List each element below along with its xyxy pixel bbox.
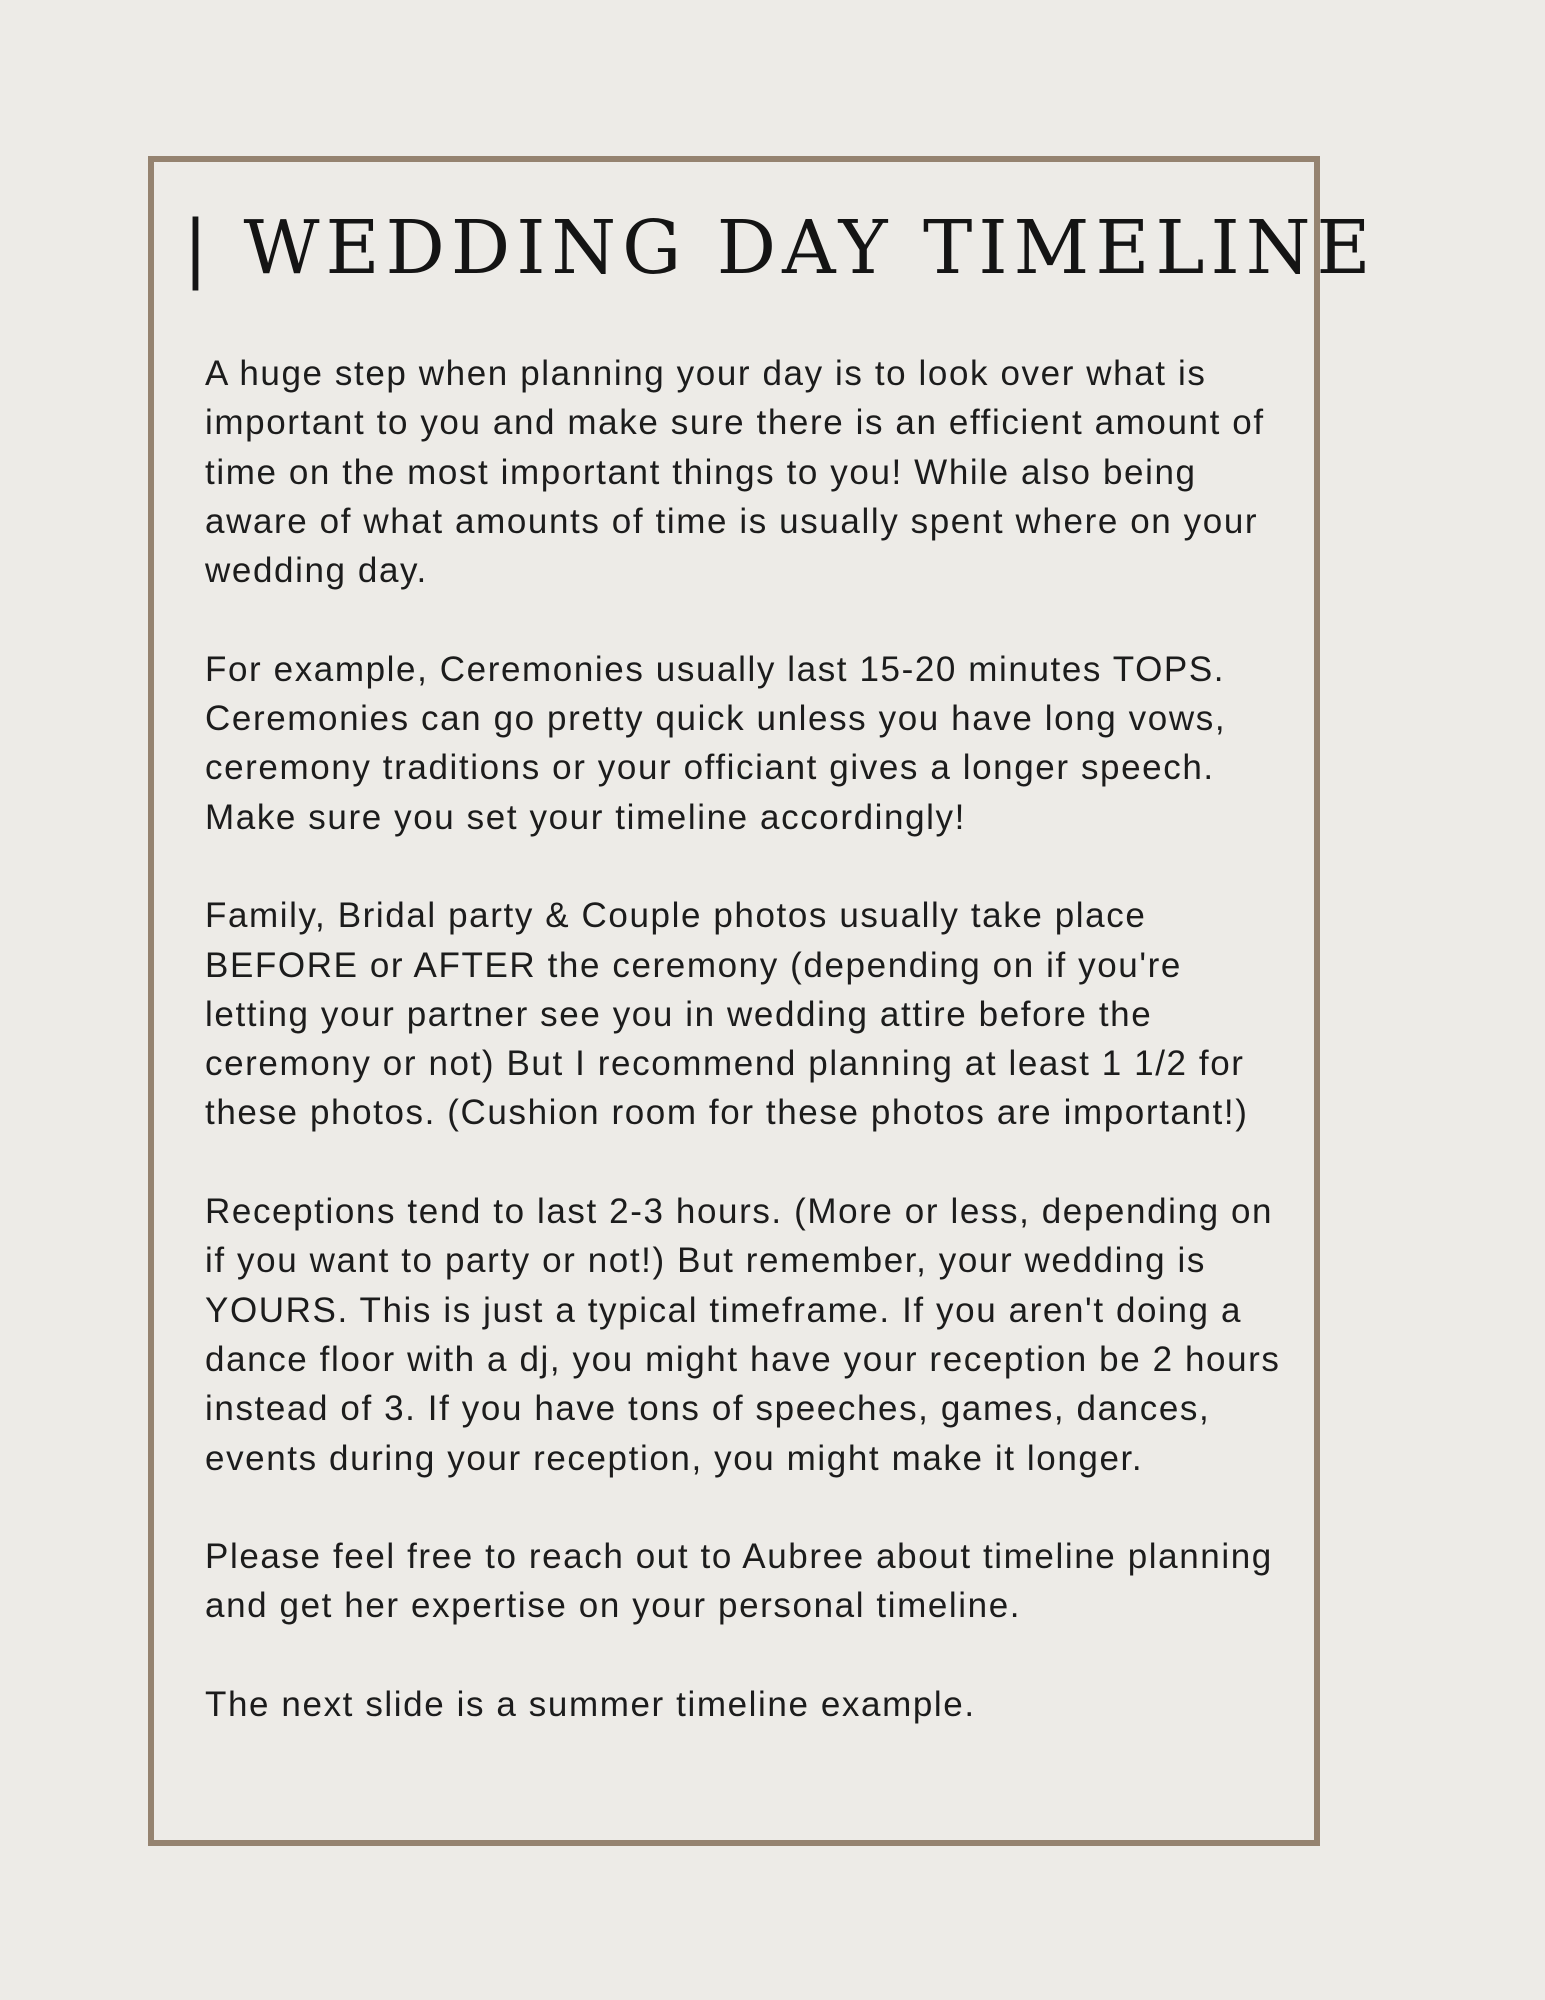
paragraph-contact: Please feel free to reach out to Aubree about timeline planning and get her expertise on your personal timeline. (205, 1537, 1273, 1626)
page-title: | WEDDING DAY TIMELINE (183, 205, 1377, 291)
paragraph-next-slide: The next slide is a summer timeline example. (205, 1685, 976, 1725)
paragraph-ceremonies: For example, Ceremonies usually last 15-20 minutes TOPS. Ceremonies can go pretty quick unless you have long vows, ceremony traditions or your officiant gives a longer speech. Make sure you set your timeline accordingly! (205, 649, 1227, 837)
paragraph-photos: Family, Bridal party & Couple photos usually take place BEFORE or AFTER the ceremony (depending on if you're letting your partner see you in wedding attire before the ceremony or not) But I recommend planning at least 1 1/2 for these photos. (Cushion room for these photos are important!) (205, 896, 1249, 1133)
paragraph-intro: A huge step when planning your day is to look over what is important to you and make sure there is an efficient amount of time on the most important things to you! While also being aware of what amounts of time is usually spent where on your wedding day. (205, 354, 1265, 591)
body-text (205, 349, 1295, 1729)
paragraph-receptions: Receptions tend to last 2-3 hours. (More or less, depending on if you want to party or not!) But remember, your wedding is YOURS. This is just a typical timeframe. If you aren't doing a dance floor with a dj, you might have your reception be 2 hours instead of 3. If you have tons of speeches, games, dances, events during your reception, you might make it longer. (205, 1192, 1281, 1478)
